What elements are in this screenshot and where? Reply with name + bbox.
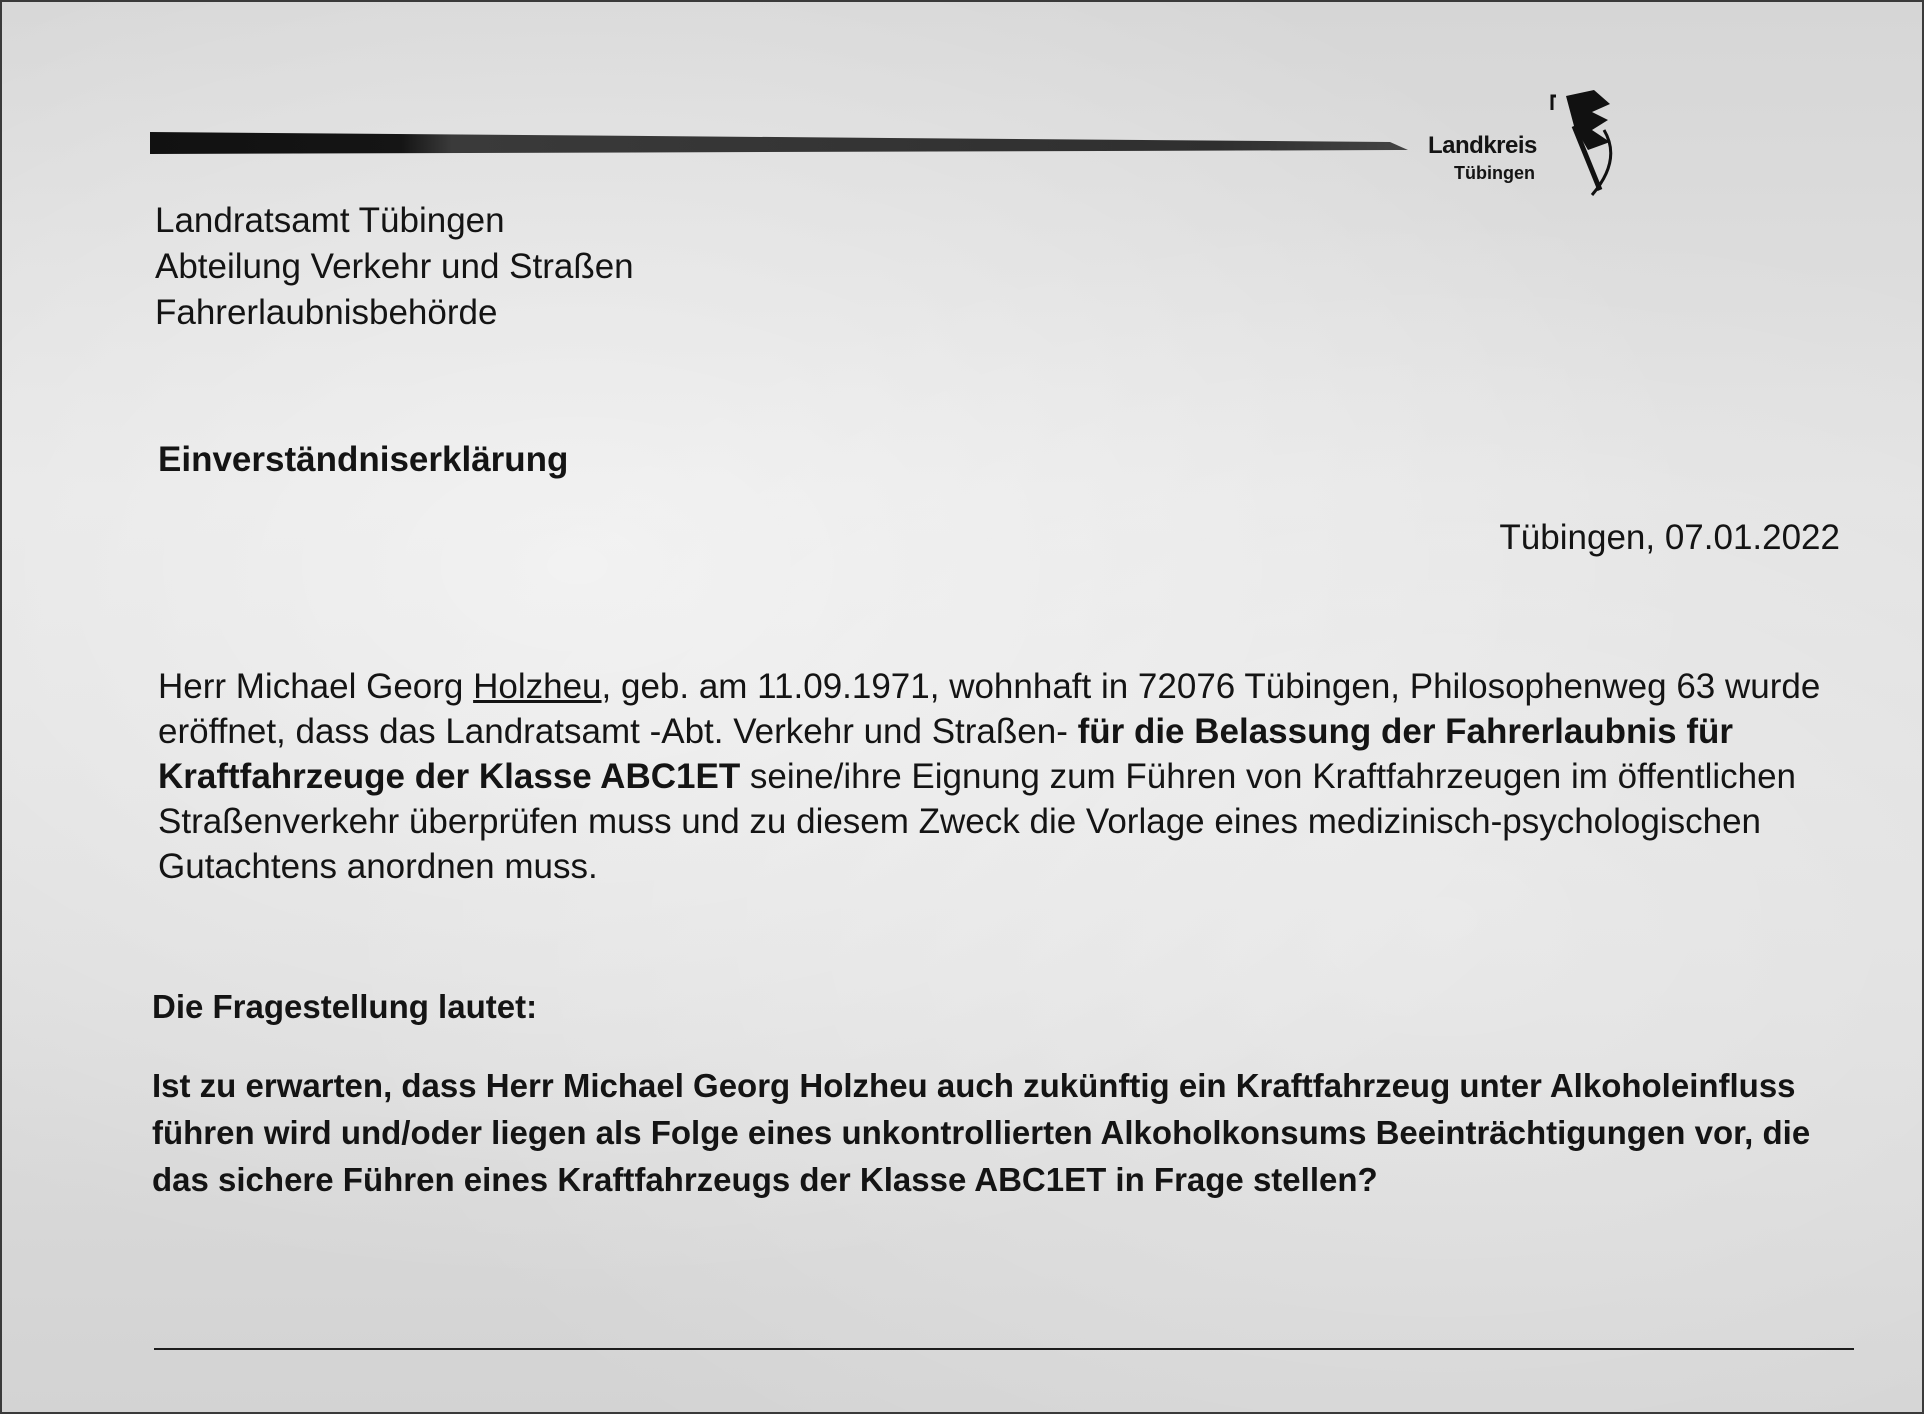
- body-part-3: seine/ihre Eignung zum Führen von Kraftfahrzeugen im öffentlichen Straßenverkehr überprüfen muss und zu diesem Zweck die Vorlage eines medizinisch-psychologischen Gutachtens anordnen muss.: [158, 757, 1797, 886]
- document-title: Einverständniserklärung: [158, 440, 569, 479]
- sender-department: Abteilung Verkehr und Straßen: [155, 247, 634, 286]
- flag-emblem-icon: [1530, 90, 1620, 200]
- question-heading: Die Fragestellung lautet:: [152, 988, 538, 1025]
- sender-address: [155, 198, 634, 336]
- logo-text-tuebingen: Tübingen: [1454, 163, 1535, 183]
- body-surname: Holzheu: [473, 667, 602, 706]
- signature-line: [154, 1348, 1854, 1350]
- landkreis-logo: [1420, 90, 1620, 200]
- sender-authority: Fahrerlaubnisbehörde: [155, 293, 498, 332]
- body-bold-text: für die Belassung der Fahrerlaubnis für Kraftfahrzeuge der Klasse ABC1ET: [158, 712, 1733, 796]
- body-part-1: Herr Michael Georg: [158, 667, 474, 706]
- sender-office: Landratsamt Tübingen: [155, 201, 505, 240]
- header-stripe: [150, 130, 1410, 156]
- document-date: Tübingen, 07.01.2022: [1499, 518, 1840, 557]
- body-part-2: , geb. am 11.09.1971, wohnhaft in 72076 Tübingen, Philosophenweg 63 wurde eröffnet, dass das Landratsamt -Abt. Verkehr und Straßen-: [158, 667, 1821, 751]
- logo-text-landkreis: Landkreis: [1428, 132, 1537, 159]
- question-text: Ist zu erwarten, dass Herr Michael Georg Holzheu auch zukünftig ein Kraftfahrzeug unter Alkoholeinfluss führen wird und/oder liegen als Folge eines unkontrollierten Alkoholkonsums Beeinträchtigungen vor, die das sichere Führen eines Kraftfahrzeugs der Klasse ABC1ET in Frage stellen?: [152, 1067, 1811, 1198]
- body-paragraph: [158, 664, 1838, 889]
